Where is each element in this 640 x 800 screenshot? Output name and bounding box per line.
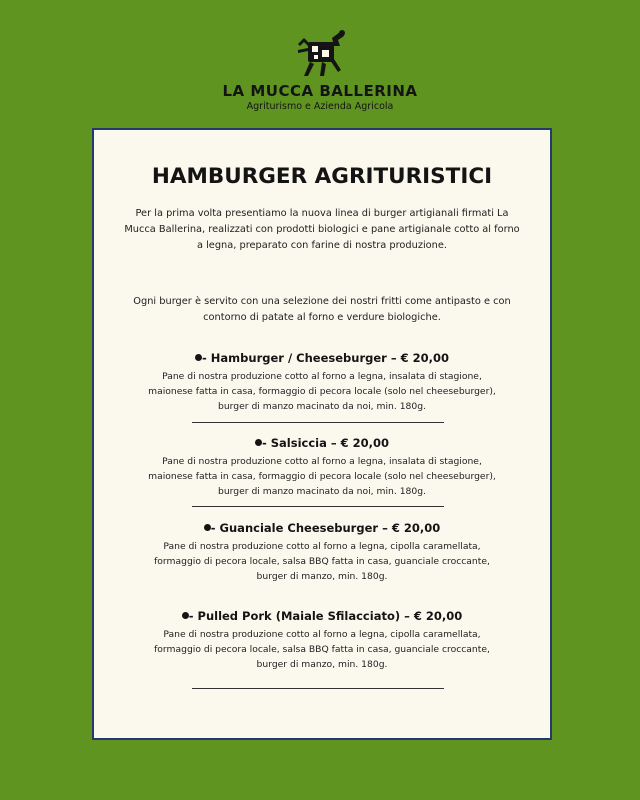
- menu-item-name: - Pulled Pork (Maiale Sfilacciato) – € 20,00: [188, 609, 463, 623]
- bullet-icon: [255, 439, 262, 446]
- menu-item: [94, 608, 550, 672]
- divider: [192, 688, 444, 689]
- divider: [192, 422, 444, 423]
- menu-title: HAMBURGER AGRITURISTICI: [151, 164, 493, 189]
- menu-item-name: - Salsiccia – € 20,00: [261, 436, 390, 450]
- menu-intro: Per la prima volta presentiamo la nuova linea di burger artigianali firmati La Mucca Ballerina, realizzati con prodotti biologici e pane artigianale cotto al forno a legna, preparato con farine di nostra produzione.: [124, 208, 520, 251]
- brand-tagline: Agriturismo e Azienda Agricola: [246, 101, 394, 112]
- menu-item-name: - Guanciale Cheeseburger – € 20,00: [210, 521, 441, 535]
- menu-item: [94, 350, 550, 414]
- menu-note: Ogni burger è servito con una selezione dei nostri fritti come antipasto e con contorno di patate al forno e verdure biologiche.: [133, 296, 511, 323]
- menu-item-description: Pane di nostra produzione cotto al forno a legna, cipolla caramellata, formaggio di pecora locale, salsa BBQ fatta in casa, guanciale croccante, burger di manzo, min. 180g.: [154, 629, 490, 670]
- divider: [192, 506, 444, 507]
- menu-item-description: Pane di nostra produzione cotto al forno a legna, cipolla caramellata, formaggio di pecora locale, salsa BBQ fatta in casa, guanciale croccante, burger di manzo, min. 180g.: [154, 541, 490, 582]
- brand-header: [0, 24, 640, 112]
- menu-item-description: Pane di nostra produzione cotto al forno a legna, insalata di stagione, maionese fatta in casa, formaggio di pecora locale (solo nel cheeseburger), burger di manzo macinato da noi, min. 180g.: [148, 371, 496, 412]
- bullet-icon: [195, 354, 202, 361]
- dancing-cow-logo-icon: [288, 24, 352, 80]
- brand-name: LA MUCCA BALLERINA: [222, 82, 418, 100]
- bullet-icon: [204, 524, 211, 531]
- menu-item-name: - Hamburger / Cheeseburger – € 20,00: [202, 351, 449, 365]
- bullet-icon: [182, 612, 189, 619]
- menu-item: [94, 435, 550, 499]
- menu-item: [94, 520, 550, 584]
- menu-item-description: Pane di nostra produzione cotto al forno a legna, insalata di stagione, maionese fatta in casa, formaggio di pecora locale (solo nel cheeseburger), burger di manzo macinato da noi, min. 180g.: [148, 456, 496, 497]
- menu-card: [92, 128, 552, 740]
